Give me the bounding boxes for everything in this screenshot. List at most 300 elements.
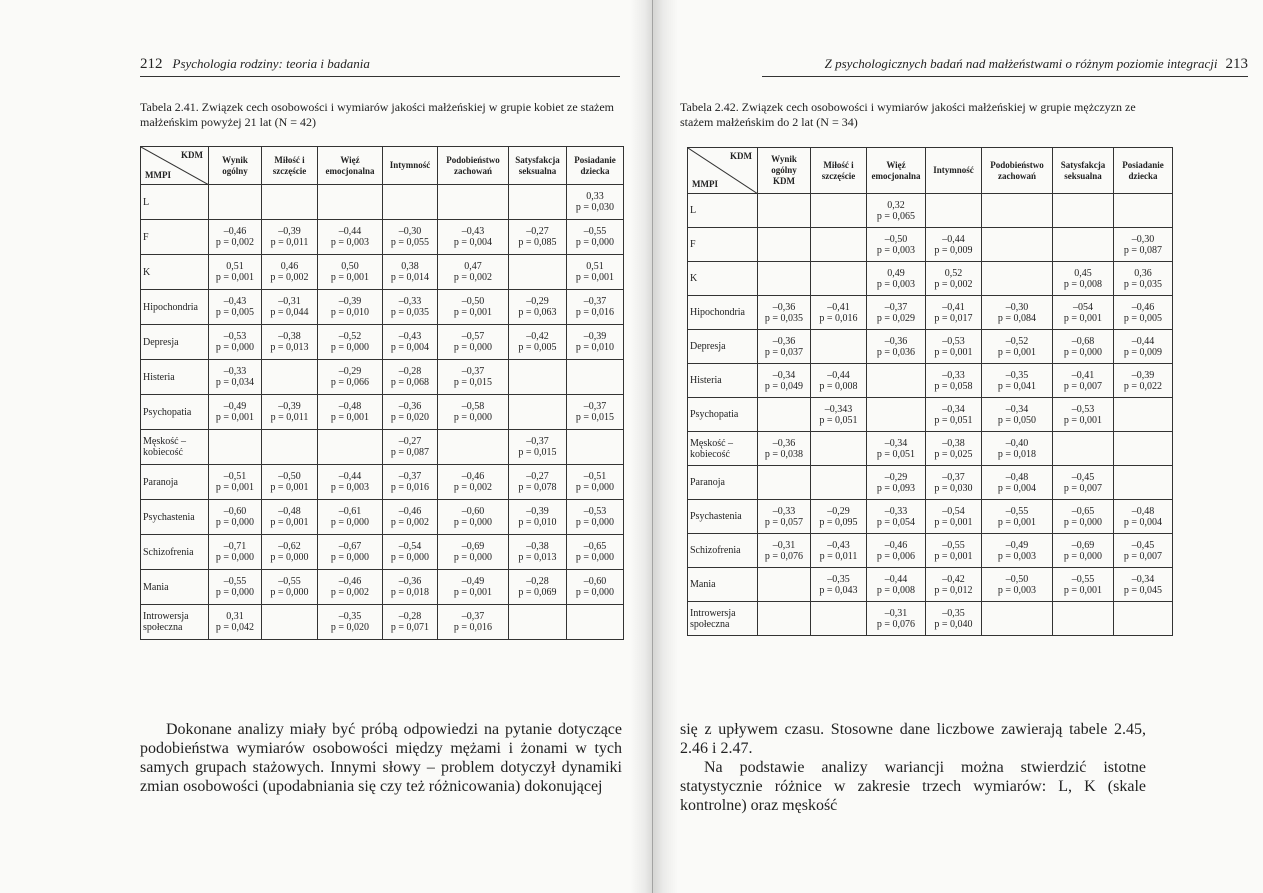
p-value: p = 0,001 [934, 516, 973, 528]
p-value: p = 0,000 [270, 587, 309, 598]
right-page [650, 0, 1263, 893]
correlation-value: –0,29 [884, 471, 908, 483]
p-value: p = 0,076 [876, 618, 916, 630]
correlation-value: –0,67 [338, 541, 362, 552]
left-running-head [140, 56, 620, 77]
correlation-value: –0,53 [1071, 403, 1095, 415]
table-cell [982, 364, 1053, 398]
correlation-value: –0,27 [526, 226, 549, 237]
table-cell [438, 185, 509, 220]
table-cell [1053, 432, 1114, 466]
correlation-value: –0,53 [583, 506, 607, 517]
table-cell [383, 220, 438, 255]
correlation-value: –0,38 [278, 331, 301, 342]
table-cell [567, 395, 624, 430]
right-table-caption: Tabela 2.42. Związek cech osobowości i wymiarów jakości małżeńskiej w grupie mężczyzn ze stażem małżeńskim do 2 lat (N = 34) [680, 100, 1136, 129]
table-cell [567, 360, 624, 395]
p-value: p = 0,002 [215, 237, 255, 248]
correlation-value: –0,34 [942, 403, 965, 415]
p-value: p = 0,051 [819, 414, 858, 426]
left-page-number: 212 [140, 56, 163, 72]
p-value: p = 0,001 [997, 516, 1037, 528]
p-value: p = 0,068 [390, 377, 430, 388]
table-cell [209, 500, 262, 535]
table-cell [1114, 330, 1173, 364]
table-cell [209, 185, 262, 220]
correlation-value: –0,39 [583, 331, 607, 342]
table-cell [262, 325, 318, 360]
table-cell [509, 395, 567, 430]
table-row [141, 255, 624, 290]
table-cell [811, 602, 867, 636]
row-label: Histeria [688, 364, 758, 398]
corner-kdm-label: KDM [181, 150, 203, 160]
table-cell [262, 185, 318, 220]
table-cell [262, 395, 318, 430]
table-cell [1053, 500, 1114, 534]
p-value: p = 0,000 [330, 342, 370, 353]
correlation-value: –0,52 [338, 331, 362, 342]
correlation-value: –0,46 [884, 539, 908, 551]
column-header: Satysfakcja seksualna [1053, 148, 1114, 194]
table-cell [509, 360, 567, 395]
column-header: Podobieństwo zachowań [982, 148, 1053, 194]
correlation-value: –0,51 [583, 471, 607, 482]
p-value: p = 0,012 [934, 584, 973, 596]
p-value: p = 0,020 [390, 412, 430, 423]
p-value: p = 0,055 [390, 237, 430, 248]
table-cell [811, 466, 867, 500]
table-cell [758, 194, 811, 228]
corner-mmpi-label: MMPI [145, 170, 171, 180]
table-cell [1053, 466, 1114, 500]
right-page-number: 213 [1225, 56, 1248, 72]
correlation-value: –0,41 [827, 301, 850, 313]
table-cell [438, 290, 509, 325]
table-cell [209, 290, 262, 325]
correlation-value: –0,27 [398, 436, 422, 447]
table-row [141, 290, 624, 325]
correlation-value: –0,45 [1071, 471, 1095, 483]
table-row [141, 570, 624, 605]
table-cell [926, 568, 982, 602]
table-row [688, 500, 1173, 534]
correlation-value: –0,44 [1131, 335, 1155, 347]
correlation-value: –0,31 [772, 539, 796, 551]
table-cell [758, 398, 811, 432]
p-value: p = 0,003 [997, 584, 1037, 596]
table-cell [509, 535, 567, 570]
p-value: p = 0,007 [1123, 550, 1163, 562]
table-cell [758, 466, 811, 500]
table-cell [926, 330, 982, 364]
correlation-value: –0,48 [1131, 505, 1155, 517]
p-value: p = 0,009 [934, 244, 973, 256]
row-label: Depresja [141, 325, 209, 360]
table-cell [262, 430, 318, 465]
column-header: Posiadanie dziecka [1114, 148, 1173, 194]
table-cell [509, 465, 567, 500]
correlation-value: –0,53 [942, 335, 965, 347]
table-cell [926, 194, 982, 228]
p-value: p = 0,045 [1123, 584, 1163, 596]
p-value: p = 0,000 [215, 517, 255, 528]
correlation-value: –0,60 [583, 576, 607, 587]
p-value: p = 0,001 [215, 272, 255, 283]
p-value: p = 0,000 [270, 552, 309, 563]
table-cell [262, 290, 318, 325]
p-value: p = 0,084 [997, 312, 1037, 324]
table-cell [509, 220, 567, 255]
column-header: Wynik ogólny [209, 147, 262, 185]
table-row [688, 330, 1173, 364]
correlation-value: 0,31 [226, 611, 244, 622]
correlation-value: –0,30 [398, 226, 422, 237]
table-cell [567, 465, 624, 500]
corner-kdm-label: KDM [730, 151, 752, 161]
table-cell [758, 432, 811, 466]
p-value: p = 0,022 [1123, 380, 1163, 392]
correlation-value: –0,49 [223, 401, 247, 412]
p-value: p = 0,001 [997, 346, 1037, 358]
right-correlation-table [687, 147, 1173, 636]
right-body-paragraph-1: się z upływem czasu. Stosowne dane liczbowe zawierają tabele 2.45, 2.46 i 2.47. [680, 721, 1146, 757]
table-cell [758, 296, 811, 330]
table-cell [383, 185, 438, 220]
table-cell [811, 398, 867, 432]
table-cell [811, 330, 867, 364]
table-cell [982, 194, 1053, 228]
correlation-value: 0,46 [280, 261, 299, 272]
table-cell [318, 185, 383, 220]
table-row [141, 535, 624, 570]
correlation-value: –0,38 [526, 541, 549, 552]
row-label: Depresja [688, 330, 758, 364]
table-cell [811, 296, 867, 330]
table-cell [318, 325, 383, 360]
p-value: p = 0,030 [575, 202, 615, 213]
p-value: p = 0,000 [330, 552, 370, 563]
left-correlation-table [140, 146, 624, 640]
table-row [141, 325, 624, 360]
table-cell [438, 535, 509, 570]
table-cell [438, 570, 509, 605]
table-cell [982, 568, 1053, 602]
table-cell [926, 602, 982, 636]
row-label: Psychastenia [141, 500, 209, 535]
table-row [688, 432, 1173, 466]
table-cell [567, 255, 624, 290]
p-value: p = 0,001 [1063, 312, 1103, 324]
p-value: p = 0,010 [330, 307, 370, 318]
correlation-value: 0,51 [226, 261, 244, 272]
correlation-value: 0,49 [887, 267, 905, 279]
table-row [688, 194, 1173, 228]
table-cell [318, 255, 383, 290]
p-value: p = 0,002 [453, 482, 493, 493]
p-value: p = 0,016 [453, 622, 493, 633]
table-cell [262, 220, 318, 255]
correlation-value: –0,44 [338, 471, 362, 482]
table-row [688, 398, 1173, 432]
p-value: p = 0,001 [453, 587, 493, 598]
correlation-value: –0,43 [223, 296, 247, 307]
correlation-value: –0,35 [338, 611, 362, 622]
correlation-value: –0,37 [942, 471, 965, 483]
correlation-value: –0,42 [526, 331, 549, 342]
p-value: p = 0,011 [270, 412, 309, 423]
table-cell [383, 430, 438, 465]
corner-mmpi-label: MMPI [692, 179, 718, 189]
p-value: p = 0,040 [934, 618, 973, 630]
correlation-value: –0,37 [398, 471, 422, 482]
p-value: p = 0,009 [1123, 346, 1163, 358]
p-value: p = 0,011 [819, 550, 858, 562]
correlation-value: –0,37 [526, 436, 549, 447]
correlation-value: –0,46 [1131, 301, 1155, 313]
table-cell [209, 325, 262, 360]
correlation-value: –0,55 [1005, 505, 1029, 517]
p-value: p = 0,004 [1123, 516, 1163, 528]
correlation-value: –0,29 [526, 296, 549, 307]
table-cell [758, 228, 811, 262]
correlation-value: –0,46 [338, 576, 362, 587]
table-cell [758, 364, 811, 398]
correlation-value: –0,37 [884, 301, 908, 313]
correlation-value: –0,42 [942, 573, 965, 585]
table-cell [383, 570, 438, 605]
table-cell [383, 290, 438, 325]
p-value: p = 0,000 [1063, 516, 1103, 528]
correlation-value: –0,44 [827, 369, 850, 381]
p-value: p = 0,004 [453, 237, 493, 248]
p-value: p = 0,003 [997, 550, 1037, 562]
column-header: Miłość i szczęście [262, 147, 318, 185]
p-value: p = 0,013 [518, 552, 557, 563]
row-label: Hipochondria [688, 296, 758, 330]
p-value: p = 0,005 [215, 307, 255, 318]
table-cell [1114, 364, 1173, 398]
table-cell [926, 500, 982, 534]
correlation-value: –0,34 [1131, 573, 1155, 585]
correlation-value: –0,34 [1005, 403, 1029, 415]
correlation-value: –0,65 [1071, 505, 1095, 517]
row-label: Schizofrenia [141, 535, 209, 570]
p-value: p = 0,041 [997, 380, 1037, 392]
right-running-head [762, 56, 1248, 77]
column-header: Miłość i szczęście [811, 148, 867, 194]
row-label: Hipochondria [141, 290, 209, 325]
p-value: p = 0,000 [215, 587, 255, 598]
table-cell [509, 605, 567, 640]
p-value: p = 0,000 [453, 552, 493, 563]
table-cell [867, 194, 926, 228]
table-cell [1053, 330, 1114, 364]
table-cell [867, 466, 926, 500]
correlation-value: –0,44 [884, 573, 908, 585]
table-cell [567, 500, 624, 535]
correlation-value: –0,69 [461, 541, 485, 552]
p-value: p = 0,008 [1063, 278, 1103, 290]
correlation-value: –0,54 [942, 505, 965, 517]
correlation-value: –0,52 [1005, 335, 1029, 347]
row-label: Paranoja [141, 465, 209, 500]
table-cell [926, 262, 982, 296]
table-cell [567, 185, 624, 220]
table-cell [383, 535, 438, 570]
table-cell [1114, 194, 1173, 228]
table-cell [1114, 602, 1173, 636]
p-value: p = 0,001 [453, 307, 493, 318]
table-cell [982, 228, 1053, 262]
correlation-value: –0,43 [398, 331, 422, 342]
table-cell [867, 534, 926, 568]
table-cell [982, 262, 1053, 296]
table-header-row [141, 147, 624, 185]
table-cell [1053, 602, 1114, 636]
row-label: Paranoja [688, 466, 758, 500]
table-row [141, 500, 624, 535]
table-cell [1114, 398, 1173, 432]
table-cell [867, 432, 926, 466]
p-value: p = 0,002 [330, 587, 370, 598]
correlation-value: 0,47 [464, 261, 482, 272]
table-row [688, 602, 1173, 636]
table-cell [1114, 296, 1173, 330]
p-value: p = 0,015 [453, 377, 493, 388]
table-cell [318, 605, 383, 640]
table-row [688, 364, 1173, 398]
p-value: p = 0,008 [876, 584, 916, 596]
p-value: p = 0,066 [330, 377, 370, 388]
correlation-value: –0,48 [278, 506, 301, 517]
table-cell [926, 228, 982, 262]
correlation-value: –0,33 [398, 296, 422, 307]
p-value: p = 0,016 [390, 482, 430, 493]
p-value: p = 0,085 [518, 237, 557, 248]
p-value: p = 0,087 [390, 447, 430, 458]
correlation-value: –0,55 [583, 226, 607, 237]
table-cell [758, 534, 811, 568]
left-body-text: Dokonane analizy miały być próbą odpowiedzi na pytanie dotyczące podobieństwa wymiarów osobowości między mężami i żonami w tych samych grupach stażowych. Innymi słowy – problem dotyczył dynamiki zmian osobowości (upodabniania się czy też różnicowania) dokonującej [140, 721, 622, 795]
row-label: Histeria [141, 360, 209, 395]
table-row [688, 228, 1173, 262]
p-value: p = 0,003 [330, 482, 370, 493]
correlation-value: –0,46 [398, 506, 422, 517]
table-cell [867, 228, 926, 262]
row-label: Psychopatia [141, 395, 209, 430]
table-cell [209, 430, 262, 465]
table-cell [758, 568, 811, 602]
p-value: p = 0,004 [997, 482, 1037, 494]
table-cell [567, 430, 624, 465]
p-value: p = 0,087 [1123, 244, 1163, 256]
table-cell [1053, 398, 1114, 432]
table-cell [1114, 466, 1173, 500]
p-value: p = 0,001 [934, 550, 973, 562]
table-cell [982, 296, 1053, 330]
correlation-value: –0,28 [526, 576, 549, 587]
table-cell [926, 534, 982, 568]
table-row [688, 466, 1173, 500]
p-value: p = 0,013 [270, 342, 309, 353]
correlation-value: 0,32 [887, 199, 905, 211]
row-label: Męskość – kobiecość [141, 430, 209, 465]
column-header: Intymność [926, 148, 982, 194]
left-running-head-title: Psychologia rodziny: teoria i badania [172, 56, 370, 71]
correlation-value: –0,51 [223, 471, 247, 482]
correlation-value: 0,36 [1134, 267, 1152, 279]
correlation-value: –0,29 [827, 505, 850, 517]
table-cell [262, 535, 318, 570]
p-value: p = 0,001 [934, 346, 973, 358]
table-cell [867, 364, 926, 398]
p-value: p = 0,043 [819, 584, 858, 596]
p-value: p = 0,036 [876, 346, 916, 358]
right-body-paragraph-2: Na podstawie analizy wariancji można stwierdzić istotne statystycznie różnice w zakresie trzech wymiarów: L, K (skale kontrolne) oraz męskość [680, 759, 1146, 814]
table-cell [982, 500, 1053, 534]
table-cell [383, 500, 438, 535]
correlation-value: –0,71 [223, 541, 247, 552]
correlation-value: –0,41 [1071, 369, 1095, 381]
correlation-value: –0,65 [583, 541, 607, 552]
correlation-value: –0,28 [398, 611, 422, 622]
table-cell [438, 325, 509, 360]
table-row [141, 395, 624, 430]
row-label: F [141, 220, 209, 255]
table-cell [262, 360, 318, 395]
table-cell [438, 360, 509, 395]
table-cell [1114, 534, 1173, 568]
table-cell [758, 602, 811, 636]
p-value: p = 0,050 [997, 414, 1037, 426]
table-cell [567, 605, 624, 640]
table-cell [926, 466, 982, 500]
correlation-value: –0,36 [772, 301, 796, 313]
p-value: p = 0,007 [1063, 380, 1103, 392]
p-value: p = 0,035 [390, 307, 430, 318]
p-value: p = 0,034 [215, 377, 255, 388]
correlation-value: –0,36 [772, 437, 796, 449]
p-value: p = 0,003 [876, 278, 916, 290]
correlation-value: –0,39 [278, 226, 301, 237]
column-header: Wynik ogólny KDM [758, 148, 811, 194]
table-cell [209, 220, 262, 255]
correlation-value: –0,46 [461, 471, 485, 482]
table-cell [209, 465, 262, 500]
correlation-value: –0,37 [583, 296, 607, 307]
table-cell [438, 395, 509, 430]
p-value: p = 0,051 [876, 448, 916, 460]
p-value: p = 0,010 [575, 342, 615, 353]
p-value: p = 0,035 [764, 312, 804, 324]
row-label: L [141, 185, 209, 220]
p-value: p = 0,011 [270, 237, 309, 248]
p-value: p = 0,000 [575, 237, 615, 248]
correlation-value: –0,62 [278, 541, 301, 552]
table-cell [867, 398, 926, 432]
right-running-head-title: Z psychologicznych badań nad małżeństwami o różnym poziomie integracji [824, 56, 1218, 71]
table-cell [383, 605, 438, 640]
table-cell [318, 570, 383, 605]
correlation-value: –0,55 [223, 576, 247, 587]
p-value: p = 0,001 [1063, 414, 1103, 426]
p-value: p = 0,035 [1123, 278, 1163, 290]
table-cell [262, 255, 318, 290]
p-value: p = 0,001 [330, 412, 370, 423]
column-header: Satysfakcja seksualna [509, 147, 567, 185]
correlation-value: –0,37 [583, 401, 607, 412]
